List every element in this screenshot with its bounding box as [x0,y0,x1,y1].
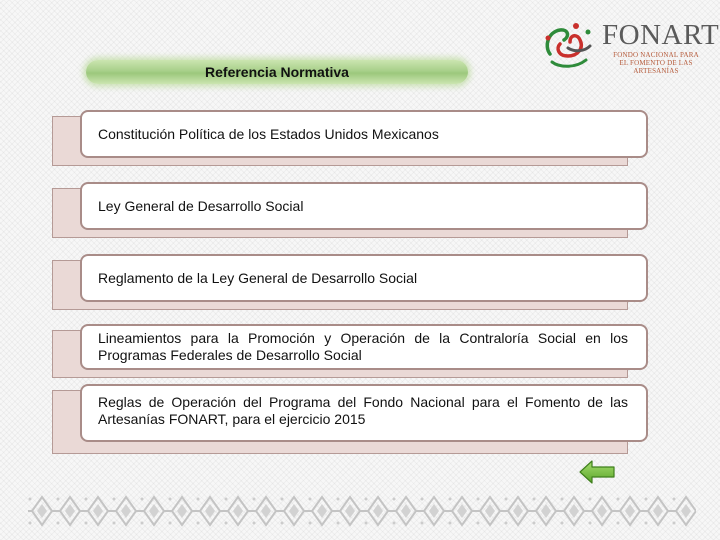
list-item-box [80,384,648,442]
page-title: Referencia Normativa [205,64,349,80]
list-item-text: Lineamientos para la Promoción y Operación de la Contraloría Social en los Programas Federales de Desarrollo Social [98,330,628,363]
list-item [52,110,628,158]
list-item-box [80,110,648,158]
logo-subtitle-line1: FONDO NACIONAL PARA [613,51,699,59]
title-band [86,60,468,84]
list-item [52,254,628,302]
list-item-text: Ley General de Desarrollo Social [98,197,304,214]
list-item [52,384,628,442]
logo-name: FONART [602,19,720,51]
back-arrow-icon [578,458,616,486]
list-item-box [80,324,648,370]
logo-subtitle [601,51,711,75]
list-item-text: Reglas de Operación del Programa del Fondo Nacional para el Fomento de las Artesanías FONART, para el ejercicio 2015 [98,394,628,427]
list-item [52,324,628,370]
logo-subtitle-line2: EL FOMENTO DE LAS ARTESANÍAS [619,59,693,75]
list-item [52,182,628,230]
back-button[interactable] [578,458,616,486]
list-item-box [80,182,648,230]
decorative-border [28,494,696,528]
list-item-text: Reglamento de la Ley General de Desarrollo Social [98,269,418,286]
fonart-logo [540,18,720,78]
list-item-text: Constitución Política de los Estados Unidos Mexicanos [98,125,439,142]
list-item-box [80,254,648,302]
fonart-logo-icon [540,18,600,78]
